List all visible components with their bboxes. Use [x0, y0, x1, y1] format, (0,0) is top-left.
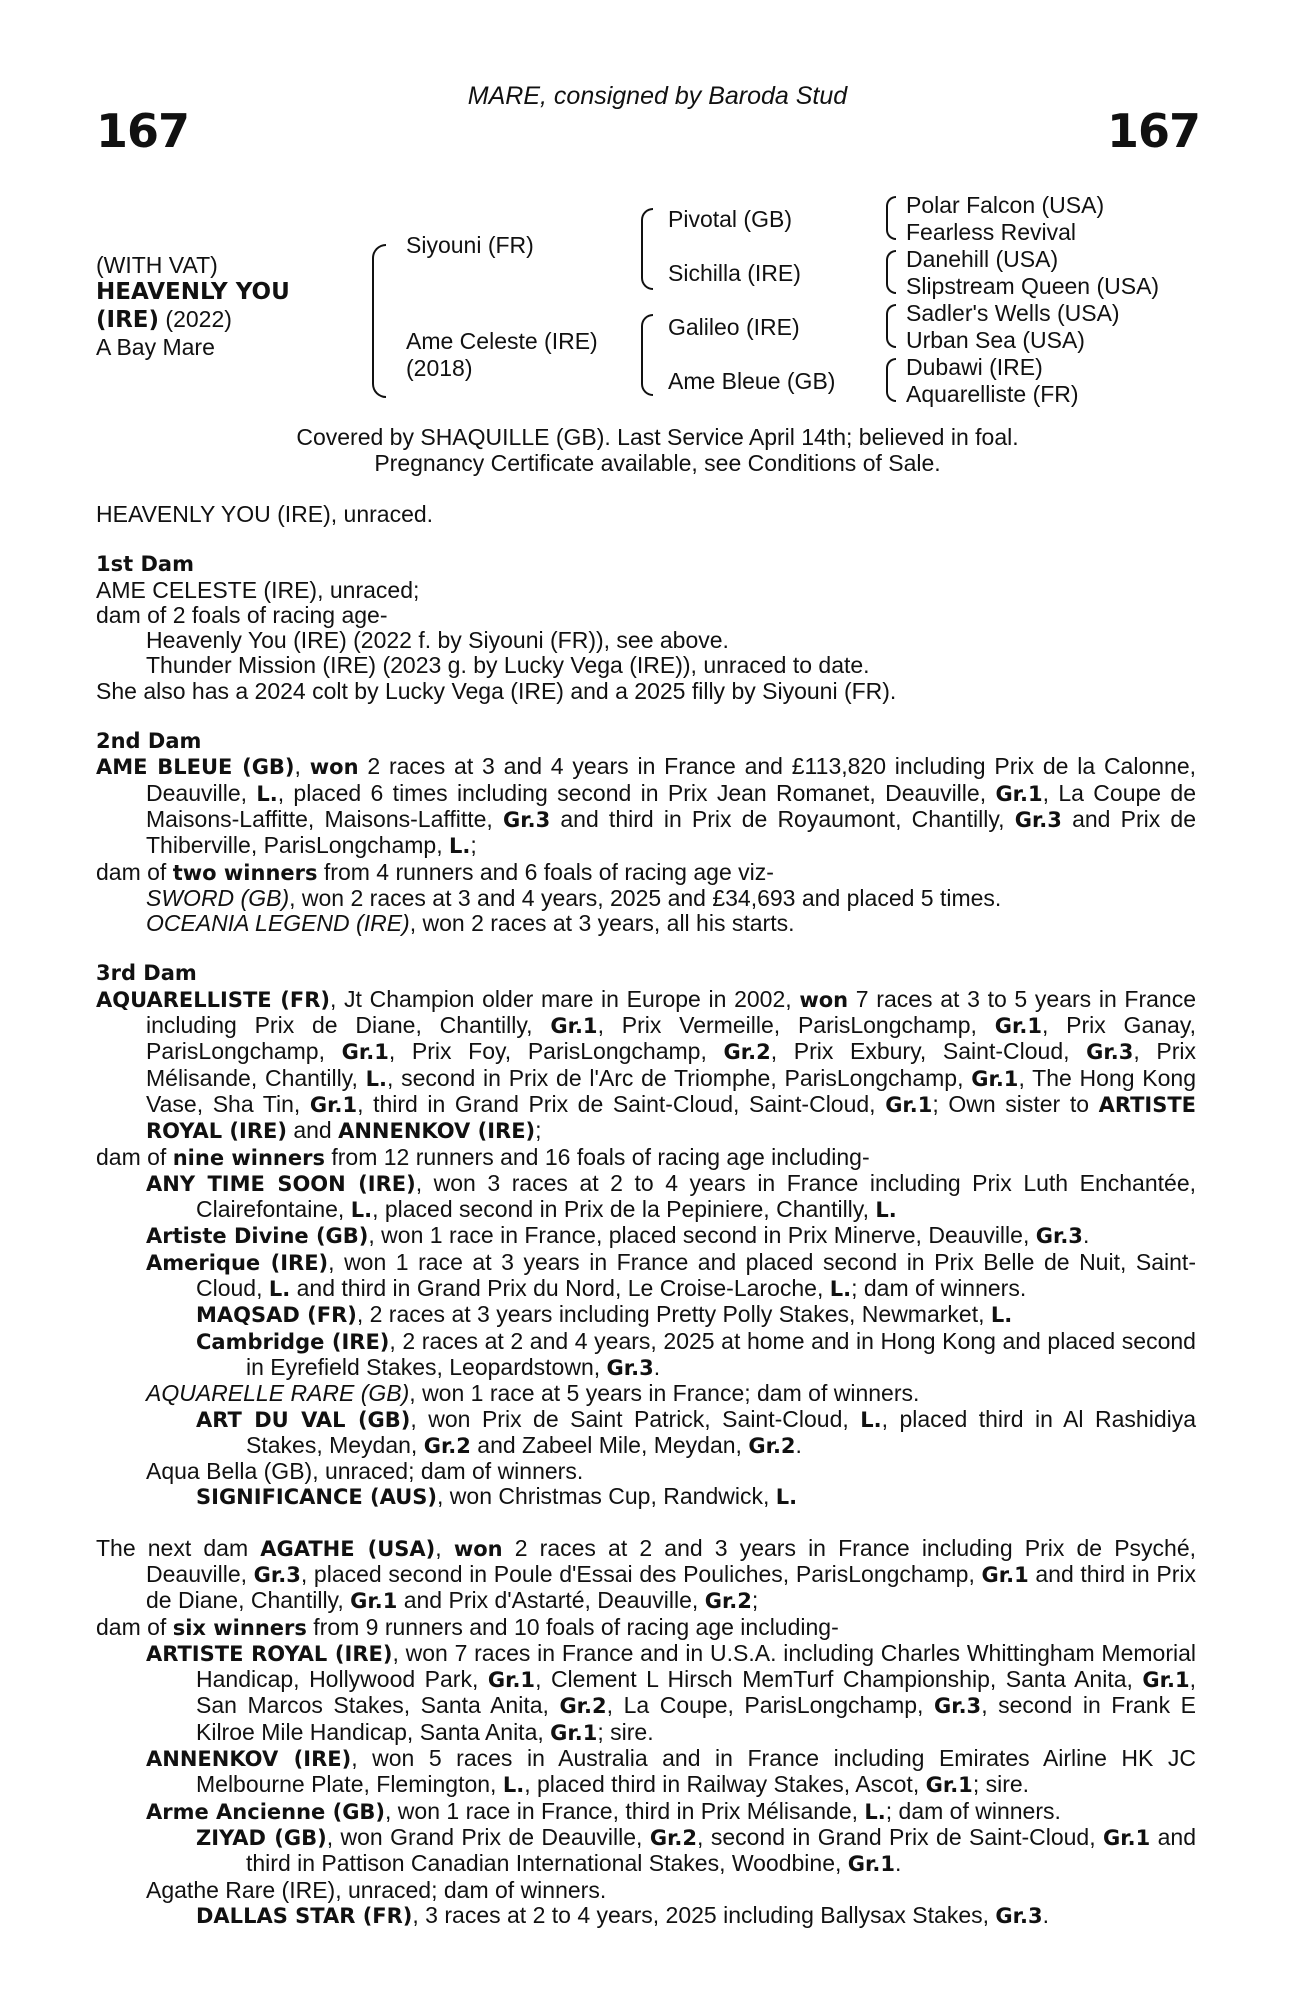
first-dam-line: dam of 2 foals of racing age-: [96, 601, 388, 628]
text: and third in Grand Prix du Nord, Le Croise-Laroche,: [290, 1275, 830, 1302]
third-dam-heading: 3rd Dam: [96, 961, 197, 986]
text: ; sire.: [972, 1771, 1030, 1798]
text: from 9 runners and 10 foals of racing age including-: [306, 1613, 839, 1640]
produce-name: AQUARELLE RARE (GB): [146, 1380, 410, 1407]
gg-urban-sea: Urban Sea (USA): [906, 327, 1085, 353]
text: ;: [751, 1587, 759, 1614]
pedigree-brace-gg3: [886, 304, 896, 348]
second-dam-name: AME BLEUE (GB): [96, 755, 295, 780]
next-dam-dam-of: [96, 1615, 1196, 1641]
third-dam-section: [96, 961, 1196, 1510]
grade-label: Gr.3: [503, 807, 551, 832]
produce-artiste-divine: [96, 1223, 1196, 1249]
text: , La Coupe de Maisons-Laffitte, Maisons-Laffitte,: [146, 779, 1196, 832]
won-label: won: [309, 755, 359, 780]
pedigree-brace-sire: [641, 208, 653, 290]
third-dam-name: AQUARELLISTE (FR): [96, 987, 330, 1012]
text: 7 races at 3 to 5 years in France including Prix de Diane, Chantilly,: [146, 985, 1197, 1039]
text: dam of: [96, 1613, 173, 1640]
produce-name: Arme Ancienne (GB): [146, 1799, 386, 1824]
produce-artiste-royal: [96, 1641, 1196, 1746]
listed-label: L.: [256, 781, 278, 806]
listed-label: L.: [860, 1407, 882, 1432]
produce-name: ART DU VAL (GB): [196, 1407, 411, 1432]
text: and third in Pattison Canadian International Stakes, Woodbine,: [246, 1823, 1196, 1877]
produce-arme-ancienne: [96, 1799, 1196, 1825]
grade-label: Gr.3: [995, 1903, 1043, 1928]
grade-label: Gr.1: [1103, 1825, 1151, 1850]
sibling-name: ARTISTE ROYAL (IRE): [146, 1092, 1197, 1144]
produce-record: [96, 502, 1196, 1929]
grade-label: Gr.3: [606, 1355, 654, 1380]
covering-note: [0, 424, 1315, 476]
text: .: [1082, 1222, 1090, 1249]
grade-label: Gr.3: [253, 1562, 301, 1587]
horse-country: (IRE): [96, 307, 160, 333]
consignor-subtitle: MARE, consigned by Baroda Stud: [467, 82, 848, 110]
text: , Prix Mélisande, Chantilly,: [146, 1038, 1197, 1091]
produce-name: Cambridge (IRE): [196, 1329, 390, 1354]
text: , won 1 race in France, placed second in Prix Minerve, Deauville,: [368, 1222, 1036, 1249]
text: 2 races at 2 and 3 years in France including Prix de Psyché, Deauville,: [146, 1534, 1197, 1587]
text: , 3 races at 2 to 4 years, 2025 including Ballysax Stakes,: [412, 1901, 996, 1928]
listed-label: L.: [448, 834, 471, 859]
text: , won 5 races in Australia and in France including Emirates Airline HK JC Melbourne Plate, Flemington,: [196, 1745, 1197, 1798]
grade-label: Gr.2: [748, 1433, 796, 1458]
produce-name: MAQSAD (FR): [196, 1303, 357, 1328]
text: and third in Prix de Diane, Chantilly,: [146, 1560, 1196, 1614]
first-dam-section: [96, 552, 1196, 704]
pedigree-brace-gg1: [886, 196, 896, 240]
listed-label: L.: [350, 1198, 373, 1223]
next-dam-record: [96, 1536, 1196, 1615]
grade-label: Gr.1: [487, 1668, 536, 1693]
grade-label: Gr.1: [971, 1066, 1019, 1091]
text: , placed second in Prix de la Pepiniere, Chantilly,: [372, 1196, 876, 1223]
pedigree-brace-gg4: [886, 358, 896, 402]
winners-count: nine winners: [172, 1145, 325, 1170]
text: ; dam of winners.: [885, 1797, 1061, 1824]
listed-label: L.: [268, 1277, 291, 1302]
gg-danehill: Danehill (USA): [906, 246, 1059, 272]
third-dam-dam-of: [96, 1145, 1196, 1171]
produce-aquarelle-rare: [96, 1381, 1196, 1406]
text: , won 2 races at 3 and 4 years, 2025 and £34,693 and placed 5 times.: [289, 884, 1002, 911]
first-dam-heading: 1st Dam: [96, 552, 194, 577]
gg-fearless-revival: Fearless Revival: [906, 219, 1076, 245]
sibling-name: ANNENKOV (IRE): [338, 1119, 536, 1144]
produce-agathe-rare: Agathe Rare (IRE), unraced; dam of winners.: [146, 1876, 607, 1903]
grade-label: Gr.1: [1142, 1668, 1190, 1693]
text: , second in Frank E Kilroe Mile Handicap, Santa Anita,: [196, 1692, 1196, 1745]
produce-name: DALLAS STAR (FR): [196, 1903, 413, 1928]
second-dam-dam-of: [96, 860, 1196, 886]
grade-label: Gr.1: [350, 1589, 398, 1614]
text: ; Own sister to: [932, 1090, 1099, 1117]
text: , third in Grand Prix de Saint-Cloud, Saint-Cloud,: [357, 1090, 886, 1117]
listed-label: L.: [864, 1799, 886, 1824]
first-dam-produce: Heavenly You (IRE) (2022 f. by Siyouni (FR)), see above.: [146, 627, 729, 654]
text: and Prix de Thiberville, ParisLongchamp,: [146, 805, 1196, 859]
grade-label: Gr.3: [933, 1694, 982, 1719]
produce-dallas-star: [96, 1903, 1196, 1929]
text: , San Marcos Stakes, Santa Anita,: [196, 1666, 1196, 1719]
third-dam-record: [96, 987, 1196, 1145]
text: , Jt Champion older mare in Europe in 2002,: [329, 985, 800, 1012]
produce-name: ARTISTE ROYAL (IRE): [146, 1641, 393, 1666]
text: , Prix Ganay, ParisLongchamp,: [146, 1012, 1196, 1065]
grade-label: Gr.1: [885, 1092, 933, 1117]
grade-label: Gr.2: [559, 1694, 607, 1719]
horse-info: [96, 252, 290, 361]
gg-polar-falcon: Polar Falcon (USA): [906, 192, 1105, 218]
listed-label: L.: [875, 1198, 897, 1223]
produce-name: ANNENKOV (IRE): [146, 1747, 352, 1772]
grandsire-maternal: Galileo (IRE): [668, 314, 800, 340]
produce-annenkov: [96, 1746, 1196, 1799]
dam-name-text: Ame Celeste (IRE): [406, 328, 598, 354]
grade-label: Gr.2: [649, 1825, 698, 1850]
horse-description: A Bay Mare: [96, 334, 215, 360]
text: , won 2 races at 3 years, all his starts.: [409, 910, 795, 937]
text: dam of: [96, 1143, 173, 1170]
listed-label: L.: [502, 1773, 525, 1798]
text: , won 7 races in France and in U.S.A. including Charles Whittingham Memorial Handicap, Hollywood Park,: [196, 1639, 1196, 1693]
text: , won Grand Prix de Deauville,: [326, 1823, 650, 1850]
grade-label: Gr.1: [981, 1562, 1029, 1587]
covering-line-2: Pregnancy Certificate available, see Conditions of Sale.: [374, 450, 941, 476]
text: , La Coupe, ParisLongchamp,: [606, 1692, 934, 1719]
produce-name: SWORD (GB): [146, 884, 290, 911]
gg-dubawi: Dubawi (IRE): [906, 354, 1043, 380]
text: .: [653, 1353, 661, 1380]
lot-number-right: 167: [1106, 104, 1200, 158]
produce-amerique: [96, 1250, 1196, 1303]
horse-summary: HEAVENLY YOU (IRE), unraced.: [96, 501, 434, 527]
text: and Zabeel Mile, Meydan,: [470, 1431, 749, 1458]
grade-label: Gr.1: [925, 1773, 973, 1798]
text: , Prix Foy, ParisLongchamp,: [388, 1038, 724, 1065]
text: ; sire.: [597, 1718, 654, 1745]
grade-label: Gr.3: [1035, 1224, 1083, 1249]
vat-label: (WITH VAT): [96, 252, 218, 278]
granddam-maternal: Ame Bleue (GB): [668, 368, 836, 394]
produce-name: Artiste Divine (GB): [146, 1224, 369, 1249]
second-dam-section: [96, 729, 1196, 936]
text: , Clement L Hirsch MemTurf Championship, Santa Anita,: [535, 1666, 1143, 1693]
sire-name: Siyouni (FR): [406, 232, 534, 258]
covering-line-1: Covered by SHAQUILLE (GB). Last Service April 14th; believed in foal.: [296, 424, 1019, 450]
produce-name: OCEANIA LEGEND (IRE): [146, 910, 410, 937]
produce-name: SIGNIFICANCE (AUS): [196, 1485, 438, 1510]
produce-name: Amerique (IRE): [146, 1250, 329, 1275]
dam-year: (2018): [406, 355, 473, 381]
produce-name: ANY TIME SOON (IRE): [146, 1171, 416, 1196]
listed-label: L.: [365, 1066, 387, 1091]
text: , placed third in Railway Stakes, Ascot,: [524, 1771, 926, 1798]
text: ;: [470, 832, 477, 859]
gg-aquarelliste: Aquarelliste (FR): [906, 381, 1079, 407]
text: , second in Prix de l'Arc de Triomphe, ParisLongchamp,: [386, 1064, 972, 1091]
text: , 2 races at 2 and 4 years, 2025 at home and in Hong Kong and placed second in Eyrefield Stakes, Leopardstown,: [246, 1327, 1196, 1380]
text: , placed second in Poule d'Essai des Pouliches, ParisLongchamp,: [300, 1560, 982, 1587]
first-dam-line: She also has a 2024 colt by Lucky Vega (IRE) and a 2025 filly by Siyouni (FR).: [96, 677, 897, 704]
grade-label: Gr.3: [1014, 807, 1062, 832]
won-label: won: [453, 1536, 503, 1561]
first-dam-produce: Thunder Mission (IRE) (2023 g. by Lucky Vega (IRE)), unraced to date.: [146, 652, 870, 679]
text: from 12 runners and 16 foals of racing age including-: [324, 1143, 870, 1170]
great-grandparents: [906, 192, 1159, 408]
gg-slipstream-queen: Slipstream Queen (USA): [906, 273, 1160, 299]
text: , placed 6 times including second in Prix Jean Romanet, Deauville,: [277, 779, 996, 806]
second-dam-heading: 2nd Dam: [96, 729, 202, 754]
next-dam-name: AGATHE (USA): [260, 1536, 436, 1561]
gg-sadlers-wells: Sadler's Wells (USA): [906, 300, 1120, 326]
winners-count: six winners: [172, 1615, 307, 1640]
winners-count: two winners: [172, 860, 318, 885]
text: , won 1 race at 5 years in France; dam of winners.: [409, 1380, 920, 1407]
text: ;: [535, 1117, 542, 1144]
text: .: [1042, 1901, 1049, 1928]
text: and: [286, 1117, 339, 1144]
text: 2 races at 3 and 4 years in France and £113,820 including Prix de la Calonne, Deauville,: [146, 753, 1197, 806]
pedigree-brace-gg2: [886, 250, 896, 294]
grade-label: Gr.1: [994, 1014, 1042, 1039]
text: The next dam: [96, 1534, 261, 1561]
won-label: won: [799, 987, 849, 1012]
grade-label: Gr.1: [847, 1852, 895, 1877]
grandsire-paternal: Pivotal (GB): [668, 206, 792, 232]
listed-label: L.: [775, 1485, 798, 1510]
text: and Prix d'Astarté, Deauville,: [397, 1587, 705, 1614]
produce-maqsad: [96, 1302, 1196, 1328]
text: , Prix Exbury, Saint-Cloud,: [770, 1038, 1087, 1065]
text: , 2 races at 3 years including Pretty Polly Stakes, Newmarket,: [356, 1301, 991, 1328]
text: ; dam of winners.: [851, 1275, 1027, 1302]
produce-art-du-val: [96, 1407, 1196, 1460]
text: ,: [435, 1534, 454, 1561]
first-dam-line: AME CELESTE (IRE), unraced;: [96, 576, 420, 603]
grade-label: Gr.3: [1086, 1040, 1134, 1065]
text: , placed third in Al Rashidiya Stakes, Meydan,: [246, 1405, 1197, 1458]
produce-aqua-bella: Aqua Bella (GB), unraced; dam of winners.: [146, 1458, 584, 1485]
text: , won Prix de Saint Patrick, Saint-Cloud,: [410, 1405, 861, 1432]
text: dam of: [96, 858, 173, 885]
produce-any-time-soon: [96, 1171, 1196, 1224]
text: , second in Grand Prix de Saint-Cloud,: [697, 1823, 1104, 1850]
dam-name: [406, 328, 598, 382]
grade-label: Gr.2: [723, 1040, 771, 1065]
text: , won 3 races at 2 to 4 years in France including Prix Luth Enchantée, Clairefontaine,: [196, 1169, 1196, 1223]
grade-label: Gr.1: [550, 1720, 598, 1745]
text: .: [795, 1431, 802, 1458]
produce-oceania-legend: [96, 911, 1196, 936]
listed-label: L.: [990, 1303, 1013, 1328]
grade-label: Gr.1: [341, 1040, 389, 1065]
grade-label: Gr.1: [550, 1014, 598, 1039]
produce-name: ZIYAD (GB): [196, 1825, 327, 1850]
text: , The Hong Kong Vase, Sha Tin,: [146, 1064, 1196, 1117]
pedigree-brace-dam: [641, 314, 653, 396]
text: , won 1 race in France, third in Prix Mélisande,: [385, 1797, 865, 1824]
text: .: [895, 1850, 902, 1877]
next-dam-section: [96, 1536, 1196, 1929]
second-dam-record: AME BLEUE (GB), won 2 races at 3 and 4 years in France and £113,820 including Prix de la Calonne, Deauville, L., placed 6 times including second in Prix Jean Romanet, Deauville, Gr.1, La Coupe de Maisons-Laffitte, Maisons-Laffitte, Gr.3 and third in Prix de Royaumont, Chantilly, Gr.3 and Prix de Thiberville, ParisLongchamp, L.;: [96, 753, 1197, 859]
produce-cambridge: [96, 1329, 1196, 1382]
text: , won 1 race at 3 years in France and placed second in Prix Belle de Nuit, Saint-Cloud,: [196, 1248, 1196, 1302]
text: from 4 runners and 6 foals of racing age viz-: [317, 858, 774, 885]
grade-label: Gr.2: [704, 1589, 752, 1614]
pedigree-brace-main: [372, 244, 386, 398]
grade-label: Gr.2: [423, 1433, 471, 1458]
granddam-paternal: Sichilla (IRE): [668, 260, 801, 286]
produce-sword: [96, 886, 1196, 911]
produce-ziyad: [96, 1825, 1196, 1878]
horse-name: HEAVENLY YOU: [96, 279, 290, 305]
text: , won Christmas Cup, Randwick,: [437, 1483, 776, 1510]
lot-number-left: 167: [96, 104, 190, 158]
grade-label: Gr.1: [995, 781, 1043, 806]
listed-label: L.: [829, 1277, 852, 1302]
text: and third in Prix de Royaumont, Chantilly,: [550, 805, 1015, 832]
produce-significance: [96, 1484, 1196, 1510]
text: , Prix Vermeille, ParisLongchamp,: [597, 1012, 995, 1039]
horse-year: (2022): [159, 306, 232, 332]
grade-label: Gr.1: [309, 1092, 358, 1117]
